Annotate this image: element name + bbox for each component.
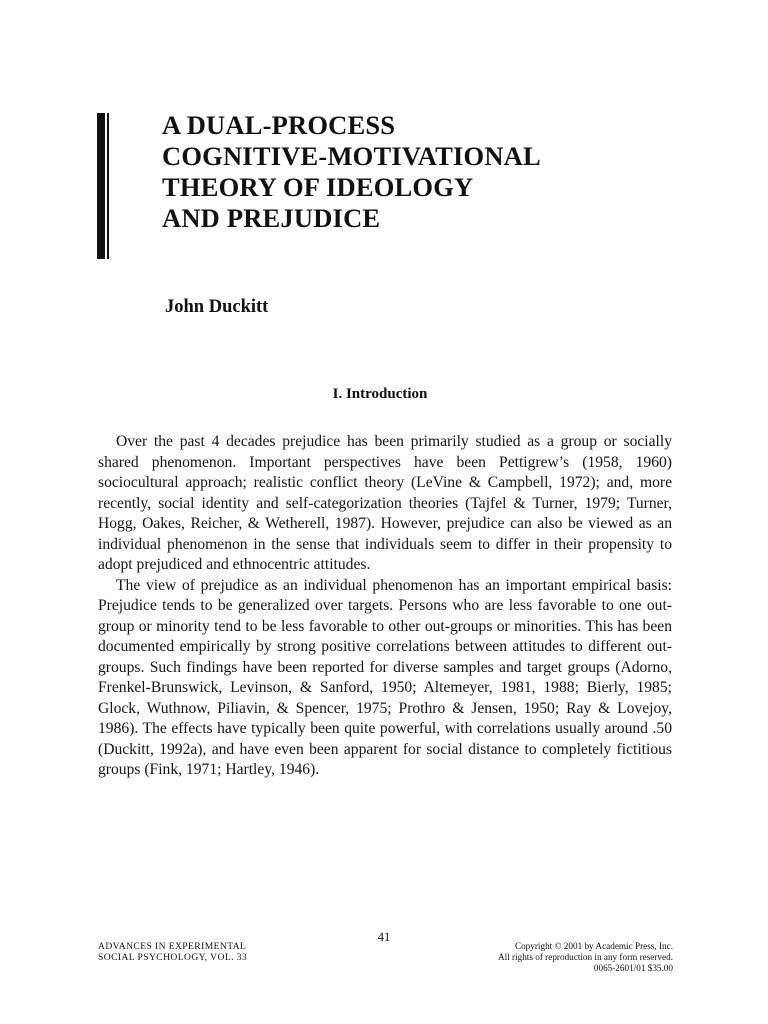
chapter-marker-rule: [107, 113, 109, 259]
series-info: [98, 941, 247, 963]
copyright-line: All rights of reproduction in any form reserved.: [497, 952, 673, 962]
copyright-notice: [498, 941, 673, 974]
chapter-title-line: AND PREJUDICE: [162, 203, 381, 233]
body-paragraph: The view of prejudice as an individual phenomenon has an important empirical basis: Prejudice tends to be generalized over targets. Persons who are less favorable to one out-group or minority tend to be less favorable to other out-groups or minorities. This has been documented empirically by strong positive correlations between attitudes to different out-groups. Such findings have been reported for diverse samples and target groups (Adorno, Frenkel-Brunswick, Levinson, & Sanford, 1950; Altemeyer, 1981, 1988; Bierly, 1985; Glock, Wuthnow, Piliavin, & Spencer, 1975; Prothro & Jensen, 1950; Ray & Lovejoy, 1986). The effects have typically been quite powerful, with correlations usually around .50 (Duckitt, 1992a), and have even been apparent for social distance to completely fictitious groups (Fink, 1971; Hartley, 1946).: [98, 576, 672, 778]
series-line: SOCIAL PSYCHOLOGY, VOL. 33: [98, 952, 248, 963]
copyright-line: Copyright © 2001 by Academic Press, Inc.: [514, 941, 673, 951]
chapter-title-line: THEORY OF IDEOLOGY: [162, 172, 474, 202]
series-line: ADVANCES IN EXPERIMENTAL: [98, 941, 247, 952]
section-heading-text: I. Introduction: [332, 386, 428, 402]
body-text: [98, 432, 672, 781]
author-name: John Duckitt: [165, 297, 269, 317]
copyright-line: 0065-2601/01 $35.00: [593, 963, 673, 973]
chapter-title-line: A DUAL-PROCESS: [162, 110, 396, 140]
body-paragraph: Over the past 4 decades prejudice has been primarily studied as a group or socially shared phenomenon. Important perspectives have been Pettigrew’s (1958, 1960) sociocultural approach; realistic conflict theory (LeVine & Campbell, 1972); and, more recently, social identity and self-categorization theories (Tajfel & Turner, 1979; Turner, Hogg, Oakes, Reicher, & Wetherell, 1987). However, prejudice can also be viewed as an individual phenomenon in the sense that individuals seem to differ in their propensity to adopt prejudiced and ethnocentric attitudes.: [98, 433, 672, 573]
chapter-marker-bar: [97, 113, 105, 259]
chapter-title-line: COGNITIVE-MOTIVATIONAL: [162, 141, 541, 171]
page-number: 41: [377, 930, 391, 944]
chapter-title: [162, 110, 722, 234]
section-heading: [0, 386, 768, 403]
